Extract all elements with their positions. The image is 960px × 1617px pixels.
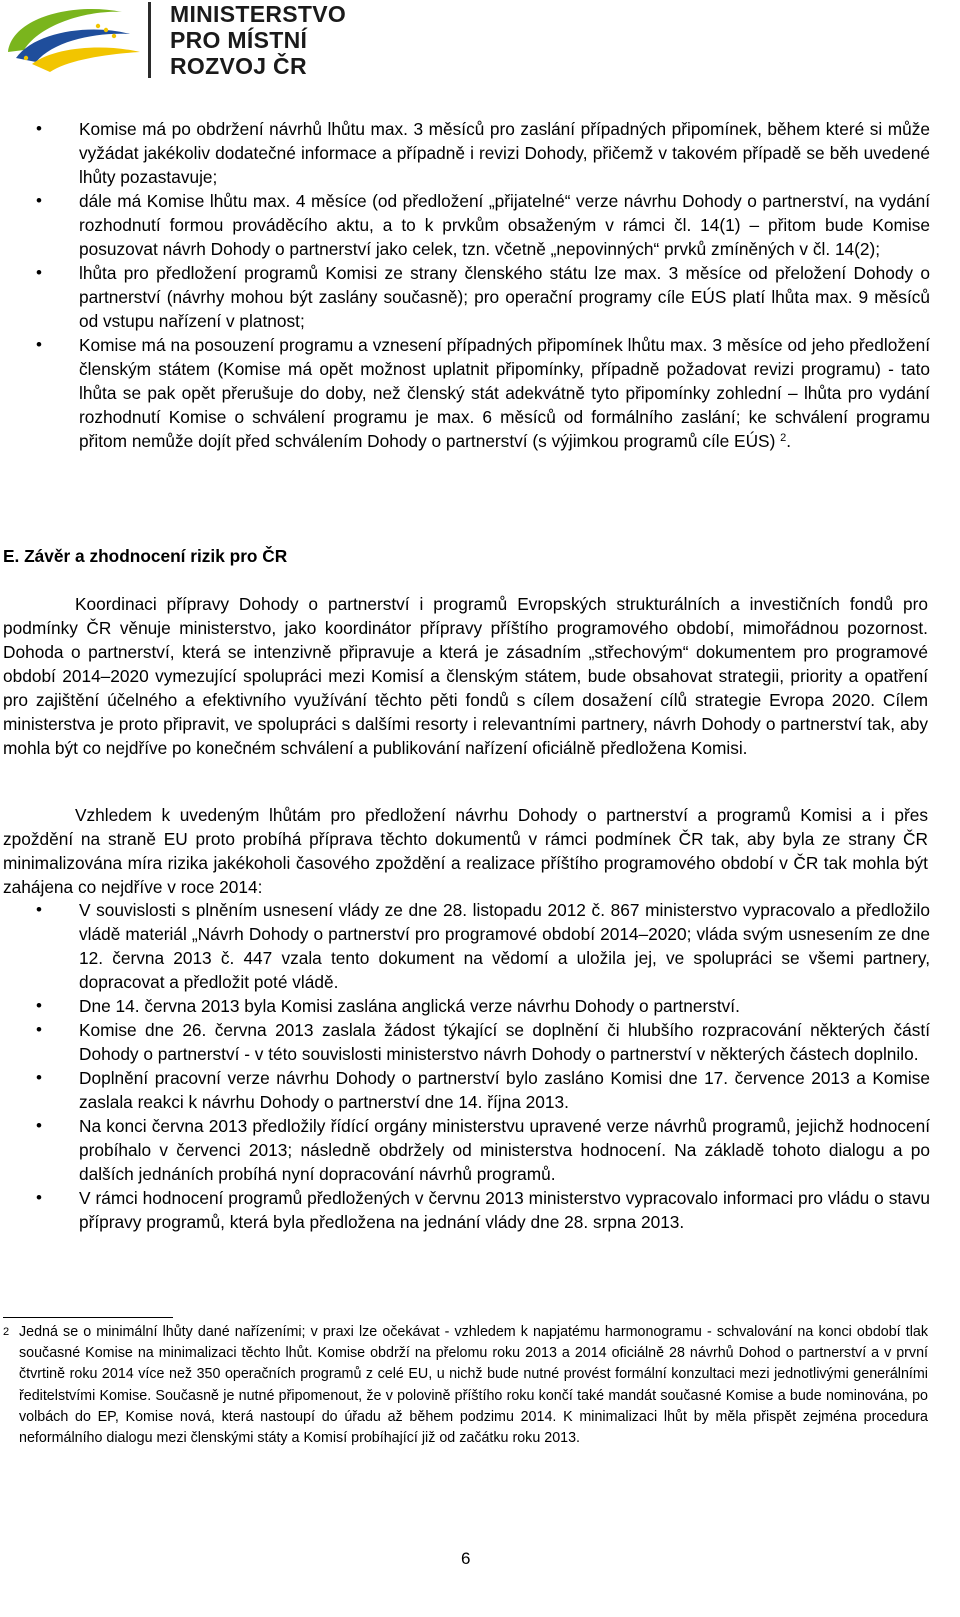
logo-wordmark	[170, 1, 346, 79]
footnote-ref: 2	[780, 432, 787, 444]
deadline-list	[0, 117, 930, 453]
list-item: • dále má Komise lhůtu max. 4 měsíce (od předložení „přijatelné“ verze návrhu Dohody o partnerství, na vydání rozhodnutí formou prováděcího aktu, a to k prvkům obsaženým v rámci čl. 14(1) – přitom bude Komise posuzovat návrh Dohody o partnerství jako celek, tzn. včetně „nepovinných“ prvků zmíněných v čl. 14(2);	[0, 189, 930, 261]
list-item: • Na konci června 2013 předložily řídící orgány ministerstvu upravené verze návrhů programů, jejichž hodnocení probíhalo v červenci 2013; následně obdržely od ministerstva hodnocení. Na základě tohoto dialogu a po dalších jednáních probíhá nyní dopracování návrhů programů.	[0, 1114, 930, 1186]
ministry-logo	[2, 0, 362, 82]
paragraph: Vzhledem k uvedeným lhůtám pro předložení návrhu Dohody o partnerství a programů Komisi a i přes zpoždění na straně EU proto probíhá příprava těchto dokumentů v rámci podmínek ČR tak, aby byla ze strany ČR minimalizována míra rizika jakékoholi časového zpoždění a realizace příštího programového období v ČR tak mohla být zahájena co nejdříve v roce 2014:	[3, 805, 928, 897]
list-item: • Doplnění pracovní verze návrhu Dohody o partnerství bylo zasláno Komisi dne 17. července 2013 a Komise zaslala reakci k návrhu Dohody o partnerství dne 14. října 2013.	[0, 1066, 930, 1114]
paragraph: Koordinaci přípravy Dohody o partnerství i programů Evropských strukturálních a investičních fondů pro podmínky ČR věnuje ministerstvo, jako koordinátor přípravy příštího programového období, mimořádnou pozornost. Dohoda o partnerství, která se intenzivně připravuje a která je zásadním „střechovým“ dokumentem pro programové období 2014–2020 vymezující spolupráci mezi Komisí a členským státem, bude obsahovat strategii, priority a opatření pro zajištění účelného a efektivního využívání těchto pěti fondů s cílem dosažení cílů strategie Evropa 2020. Cílem ministerstva je proto připravit, ve spolupráci s dalšími resorty i relevantními partnery, návrh Dohody o partnerství tak, aby mohla být co nejdříve po konečném schválení a publikování nařízení oficiálně předložena Komisi.	[3, 594, 928, 758]
logo-line: MINISTERSTVO	[170, 1, 347, 27]
logo-line: ROZVOJ ČR	[170, 53, 307, 79]
section-heading: E. Závěr a zhodnocení rizik pro ČR	[3, 546, 288, 566]
list-item: • V rámci hodnocení programů předložených v červnu 2013 ministerstvo vypracovalo informaci pro vládu o stavu přípravy programů, která byla předložena na jednání vlády dne 28. srpna 2013.	[0, 1186, 930, 1234]
list-item: • Komise má po obdržení návrhů lhůtu max. 3 měsíců pro zaslání případných připomínek, během které si může vyžádat jakékoliv dodatečné informace a případně i revizi Dohody, přičemž v takovém případě se běh uvedené lhůty pozastavuje;	[0, 117, 930, 189]
logo-line: PRO MÍSTNÍ	[170, 27, 308, 53]
footnote-divider	[3, 1317, 173, 1318]
list-item: • lhůta pro předložení programů Komisi ze strany členského státu lze max. 3 měsíce od přeložení Dohody o partnerství (návrhy mohou být zaslány současně); pro operační programy cíle EÚS platí lhůta max. 9 měsíců od vstupu nařízení v platnost;	[0, 261, 930, 333]
ministry-emblem-icon	[2, 0, 148, 80]
progress-list	[0, 898, 930, 1234]
list-item: • Komise má na posouzení programu a vznesení případných připomínek lhůtu max. 3 měsíce od jeho předložení členským státem (Komise má opět možnost uplatnit připomínky, případně požadovat revizi programu) - tato lhůta se pak opět přerušuje do doby, než členský stát adekvátně tyto připomínky zohlední – lhůta pro vydání rozhodnutí Komise o schválení programu je max. 6 měsíců od formálního zaslání; ke schválení programu přitom nemůže dojít před schválením Dohody o partnerství (s výjimkou programů cíle EÚS) $^2$.	[0, 333, 930, 453]
list-item: • V souvislosti s plněním usnesení vlády ze dne 28. listopadu 2012 č. 867 ministerstvo vypracovalo a předložilo vládě materiál „Návrh Dohody o partnerství pro programové období 2014–2020; vláda svým usnesením ze dne 12. června 2013 č. 447 vzala tento dokument na vědomí a uložila jej, ve spolupráci se všemi partnery, dopracovat a předložit poté vládě.	[0, 898, 930, 994]
footnote-number: 2	[3, 1326, 10, 1338]
page-number: 6	[461, 1549, 471, 1568]
list-item: • Dne 14. června 2013 byla Komisi zaslána anglická verze návrhu Dohody o partnerství.	[0, 994, 930, 1018]
footnote-text: Jedná se o minimální lhůty dané nařízeními; v praxi lze očekávat - vzhledem k napjatému harmonogramu - schvalování na konci období tlak současné Komise na minimalizaci těchto lhůt. Komise obdrží na přelomu roku 2013 a 2014 oficiálně 28 návrhů Dohod o partnerství a v první čtvrtině roku 2014 více než 350 operačních programů z celé EU, u nichž bude nutné provést formální konzultaci mezi jednotlivými generálními ředitelstvími Komise. Současně je nutné připomenout, že v polovině příštího roku končí také mandát současné Komise a bude nominována, po volbách do EP, Komise nová, která nastoupí do úřadu až během podzimu 2014. K minimalizaci lhůt by měla přispět zejména procedura neformálního dialogu mezi členskými státy a Komisí probíhající již od začátku roku 2013.	[19, 1324, 928, 1447]
list-item: • Komise dne 26. června 2013 zaslala žádost týkající se doplnění či hlubšího rozpracování některých částí Dohody o partnerství - v této souvislosti ministerstvo návrh Dohody o partnerství v některých částech doplnilo.	[0, 1018, 930, 1066]
logo-divider	[148, 2, 151, 78]
footnote	[3, 1322, 928, 1449]
